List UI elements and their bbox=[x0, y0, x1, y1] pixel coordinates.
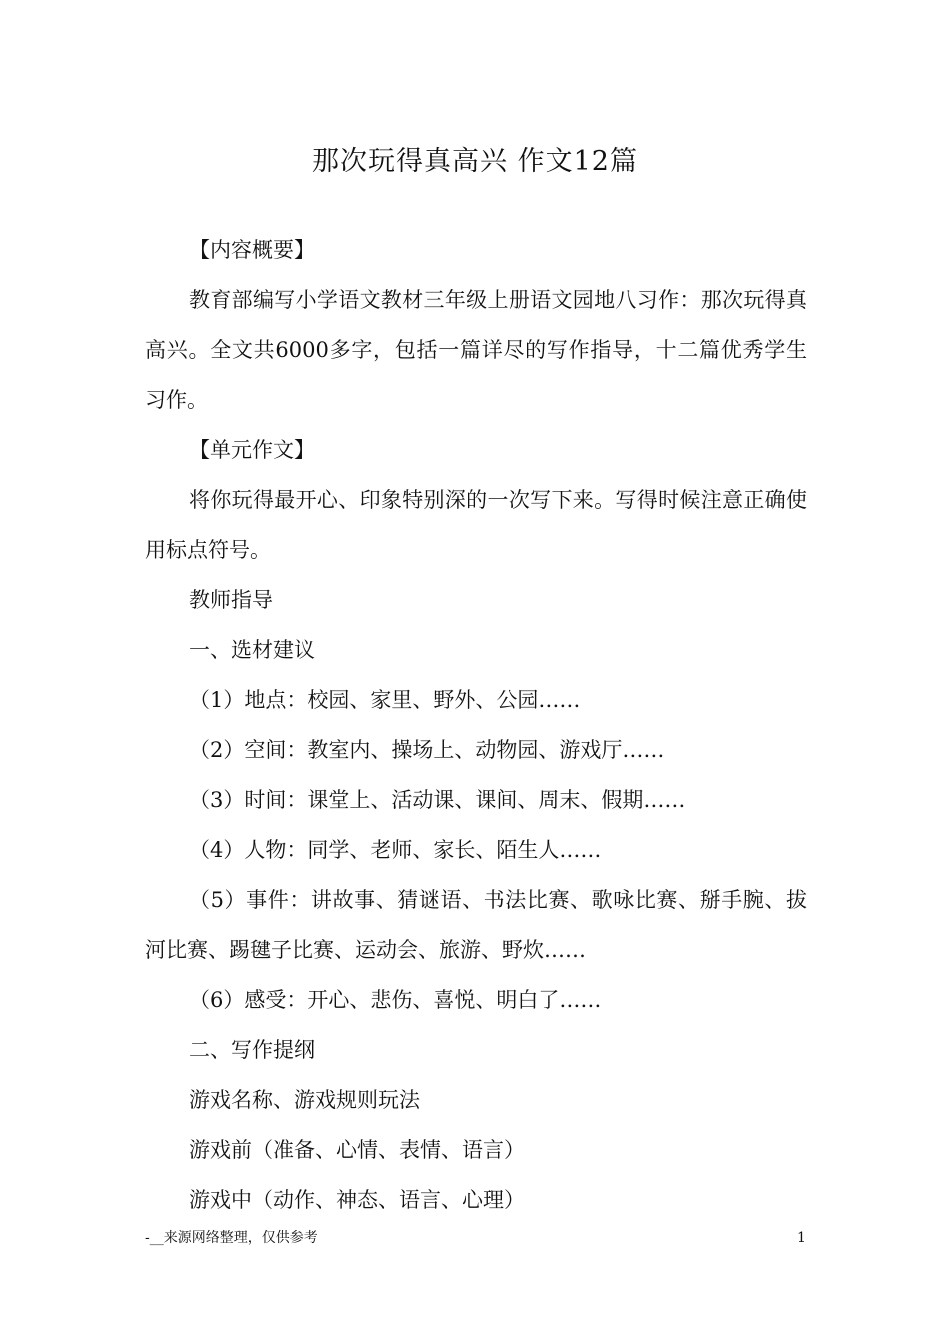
list-item-place: （1）地点：校园、家里、野外、公园…… bbox=[189, 688, 581, 712]
section-heading-unit-essay: 【单元作文】 bbox=[189, 438, 315, 462]
footer-source-note: -__来源网络整理，仅供参考 bbox=[145, 1230, 318, 1246]
heading-teacher-guide: 教师指导 bbox=[189, 588, 273, 612]
outline-item-before-game: 游戏前（准备、心情、表情、语言） bbox=[189, 1138, 525, 1162]
outline-item-during-game: 游戏中（动作、神态、语言、心理） bbox=[189, 1188, 525, 1212]
heading-writing-outline: 二、写作提纲 bbox=[189, 1038, 315, 1062]
list-item-time: （3）时间：课堂上、活动课、课间、周末、假期…… bbox=[189, 788, 686, 812]
section-heading-summary: 【内容概要】 bbox=[189, 238, 315, 262]
outline-item-game-name: 游戏名称、游戏规则玩法 bbox=[189, 1088, 420, 1112]
list-item-space: （2）空间：教室内、操场上、动物园、游戏厅…… bbox=[189, 738, 665, 762]
list-item-people: （4）人物：同学、老师、家长、陌生人…… bbox=[189, 838, 602, 862]
list-item-feelings: （6）感受：开心、悲伤、喜悦、明白了…… bbox=[189, 988, 602, 1012]
document-body bbox=[145, 225, 807, 1225]
paragraph-task: 将你玩得最开心、印象特别深的一次写下来。写得时候注意正确使用标点符号。 bbox=[145, 488, 807, 562]
document-title: 那次玩得真高兴 作文12篇 bbox=[312, 146, 638, 177]
page-number: 1 bbox=[797, 1230, 806, 1246]
heading-topic-suggestions: 一、选材建议 bbox=[189, 638, 315, 662]
paragraph-summary: 教育部编写小学语文教材三年级上册语文园地八习作：那次玩得真高兴。全文共6000多字，包括一篇详尽的写作指导，十二篇优秀学生习作。 bbox=[145, 288, 807, 412]
list-item-events: （5）事件：讲故事、猜谜语、书法比赛、歌咏比赛、掰手腕、拔河比赛、踢毽子比赛、运动会、旅游、野炊…… bbox=[145, 888, 807, 962]
